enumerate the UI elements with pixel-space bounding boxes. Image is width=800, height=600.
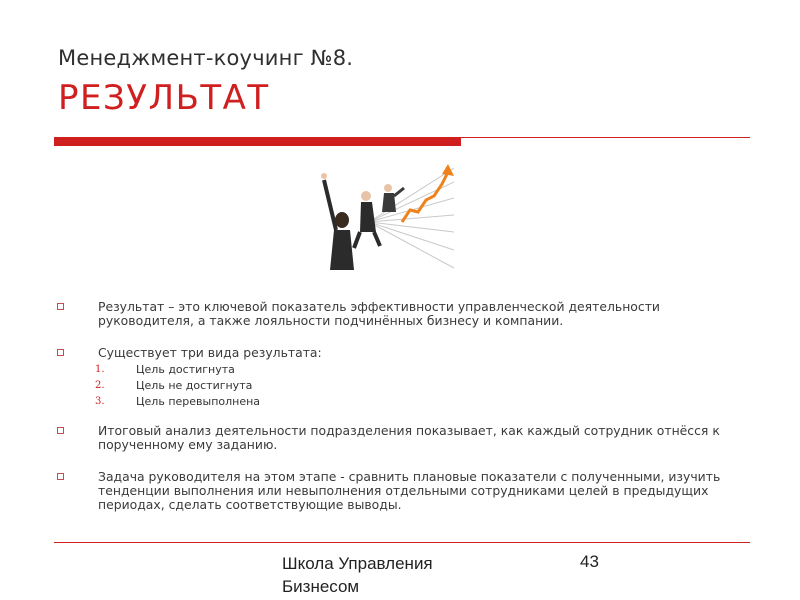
bullet-square-icon (57, 303, 64, 310)
page-number: 43 (580, 552, 599, 571)
bullet-item (54, 300, 744, 328)
bullet-item (54, 346, 744, 410)
footer-divider (54, 542, 750, 543)
bullet-item (54, 424, 744, 452)
bullet-square-icon (57, 473, 64, 480)
result-types-list (54, 362, 744, 410)
business-success-illustration (314, 160, 454, 280)
bullet-text: Задача руководителя на этом этапе - сравнить плановые показатели с полученными, изучить тенденции выполнения или невыполнения отдельными сотрудниками целей в предыдущих периодах, сделать соответствующие выводы. (98, 469, 721, 512)
footer-school-name: Школа Управления Бизнесом (282, 554, 433, 596)
bullet-text: Итоговый анализ деятельности подразделения показывает, как каждый сотрудник отнёсся к порученному ему заданию. (98, 423, 720, 452)
bullet-item (54, 470, 744, 512)
bullet-square-icon (57, 349, 64, 356)
list-item: 3. Цель перевыполнена (95, 395, 261, 408)
bullet-square-icon (57, 427, 64, 434)
title-divider-thick (54, 137, 461, 146)
bullet-text: Существует три вида результата: (98, 345, 322, 360)
bullet-list (54, 300, 744, 512)
slide-title: РЕЗУЛЬТАТ (58, 78, 270, 118)
slide-subtitle: Менеджмент-коучинг №8. (58, 46, 354, 70)
list-item: 1. Цель достигнута (95, 363, 235, 376)
bullet-text: Результат – это ключевой показатель эффективности управленческой деятельности руководителя, а также лояльности подчинённых бизнесу и компании. (98, 299, 660, 328)
list-item: 2. Цель не достигнута (95, 379, 253, 392)
